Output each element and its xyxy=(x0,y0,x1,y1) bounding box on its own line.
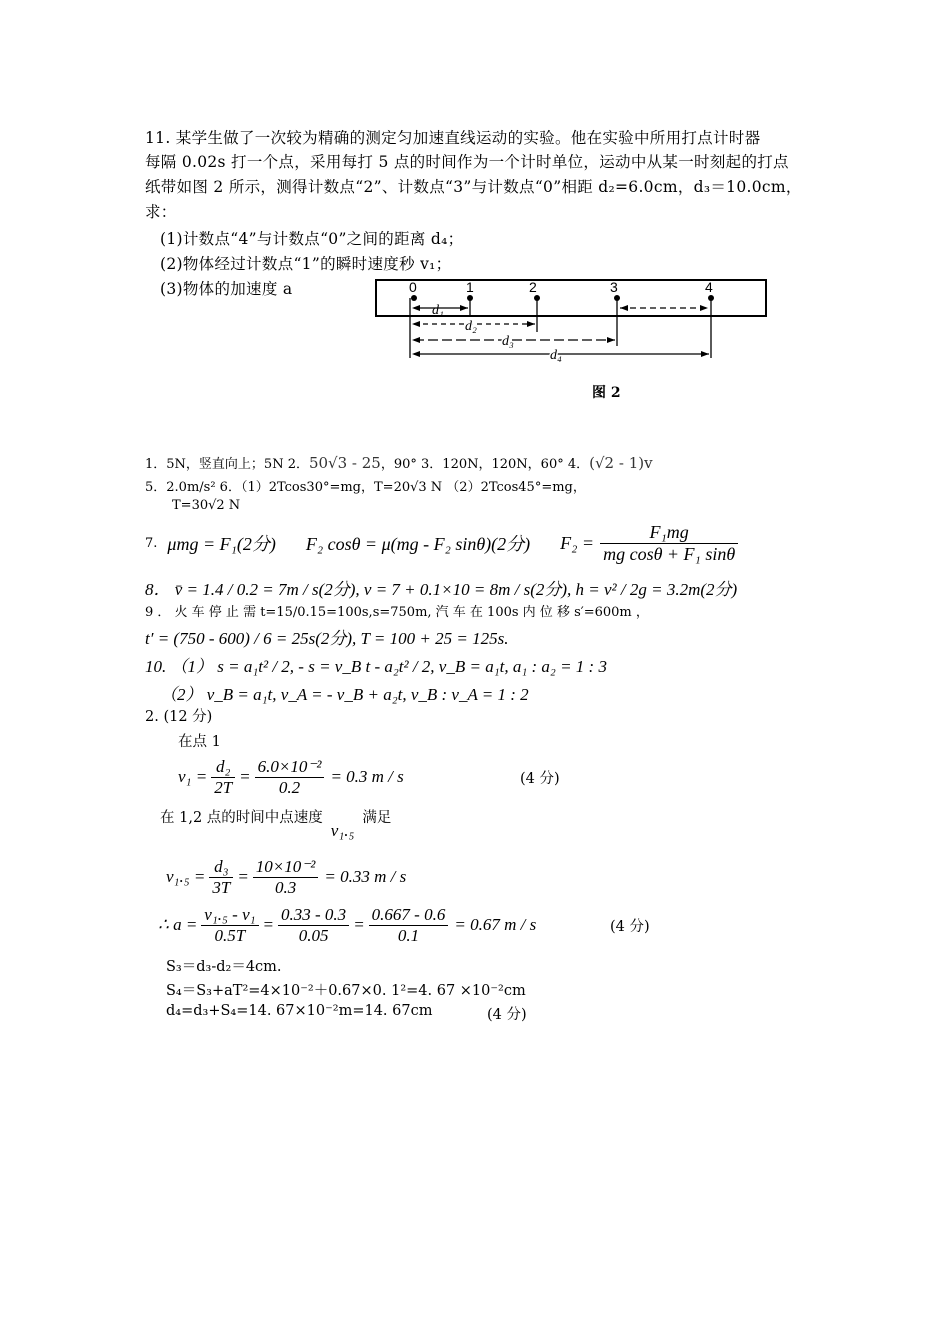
problem-line-3: 纸带如图 2 所示，测得计数点“2”、计数点“3”与计数点“0”相距 d₂=6.0cm，d₃＝10.0cm， xyxy=(145,178,802,196)
question-3: (3)物体的加速度 a xyxy=(160,280,293,298)
question-2: (2)物体经过计数点“1”的瞬时速度秒 v₁； xyxy=(160,255,452,273)
mid-speed-text: 在 1,2 点的时间中点速度v₁.₅满足 xyxy=(160,810,392,840)
point-label-1: 1 xyxy=(466,279,474,295)
d4-points: (4 分) xyxy=(487,1007,527,1023)
acceleration-equation: ∴ a = $\frac{\text{v₁.₅ - v₁}}{0.5T}$ = $\frac{0.33 - 0.3}{0.05}$ = $\frac{0.667 - 0.6}{0.1}$ = 0.67 m / s xyxy=(158,904,537,945)
problem-line-4: 求： xyxy=(145,203,177,221)
figure-caption: 图 2 xyxy=(592,385,621,401)
problem-line-2: 每隔 0.02s 打一个点，采用每打 5 点的时间作为一个计时单位，运动中从某一时刻起的打点 xyxy=(145,153,789,171)
acceleration-points: (4 分) xyxy=(610,919,650,935)
answer-10a: 10. （1） s = a₁t² / 2, - s = v_B t - a₂t² / 2, v_B = a₁t, a₁ : a₂ = 1 : 3 xyxy=(145,657,607,676)
tape-dots xyxy=(411,295,714,301)
answer-7: 7. μmg = F₁(2分) F₂ cosθ = μ(mg - F₂ sinθ)(2分) F₂ = $\frac{\text{F₁mg}}{\text{mg cosθ + F₁ sinθ}}$ xyxy=(145,520,738,566)
d4-line: d₄=d₃+S₄=14. 67×10⁻²m=14. 67cm xyxy=(166,1003,433,1019)
d2-label: d₂ xyxy=(465,319,477,334)
question-1: (1)计数点“4”与计数点“0”之间的距离 d₄； xyxy=(160,230,464,248)
answer-9b: t′ = (750 - 600) / 6 = 25s(2分), T = 100 + 25 = 125s. xyxy=(145,629,509,648)
s4-line: S₄＝S₃+aT²=4×10⁻²＋0.67×0. 1²=4. 67 ×10⁻²cm xyxy=(166,983,526,999)
d4-label: d₄ xyxy=(550,348,562,363)
answer-8: 8． v̄ = 1.4 / 0.2 = 7m / s(2分), v = 7 + 0.1×10 = 8m / s(2分), h = v² / 2g = 3.2m(2分) xyxy=(145,580,738,599)
solution-header: 2. (12 分) xyxy=(145,709,213,725)
answer-5-6: 5．2.0m/s² 6．（1）2Tcos30°=mg，T=20√3 N （2）2Tcos45°=mg， xyxy=(145,480,586,495)
point-label-0: 0 xyxy=(409,279,417,295)
point-label-3: 3 xyxy=(610,279,618,295)
s3-line: S₃＝d₃-d₂＝4cm. xyxy=(166,959,282,975)
v1-equation: v₁ = $\frac{\text{d₂}}{2T}$ = $\frac{\text{6.0×10⁻²}}{0.2}$ = 0.3 m / s xyxy=(178,756,404,797)
answer-6b: T=30√2 N xyxy=(172,498,241,513)
solution-at-point: 在点 1 xyxy=(178,734,221,750)
v15-equation: v₁.₅ = $\frac{\text{d₃}}{3T}$ = $\frac{\text{10×10⁻²}}{0.3}$ = 0.33 m / s xyxy=(166,856,407,897)
d1-label: d₁ xyxy=(432,303,444,318)
v1-points: (4 分) xyxy=(520,771,560,787)
ticker-tape-figure xyxy=(370,276,770,372)
answer-10b: （2） v_B = a₁t, v_A = - v_B + a₂t, v_B : v_A = 1 : 2 xyxy=(160,685,529,704)
d3-label: d₃ xyxy=(502,334,514,349)
problem-line-1: 11. 某学生做了一次较为精确的测定匀加速直线运动的实验。他在实验中所用打点计时器 xyxy=(145,129,761,147)
answer-9: 9 ． 火 车 停 止 需 t=15/0.15=100s,s=750m, 汽 车 在 100s 内 位 移 s′=600m ， xyxy=(145,605,649,620)
answer-1-4: 1．5N，竖直向上；5N 2．50√3 - 25，90° 3．120N，120N，60° 4．(√2 - 1)v xyxy=(145,454,653,472)
point-label-4: 4 xyxy=(705,279,713,295)
point-label-2: 2 xyxy=(529,279,537,295)
